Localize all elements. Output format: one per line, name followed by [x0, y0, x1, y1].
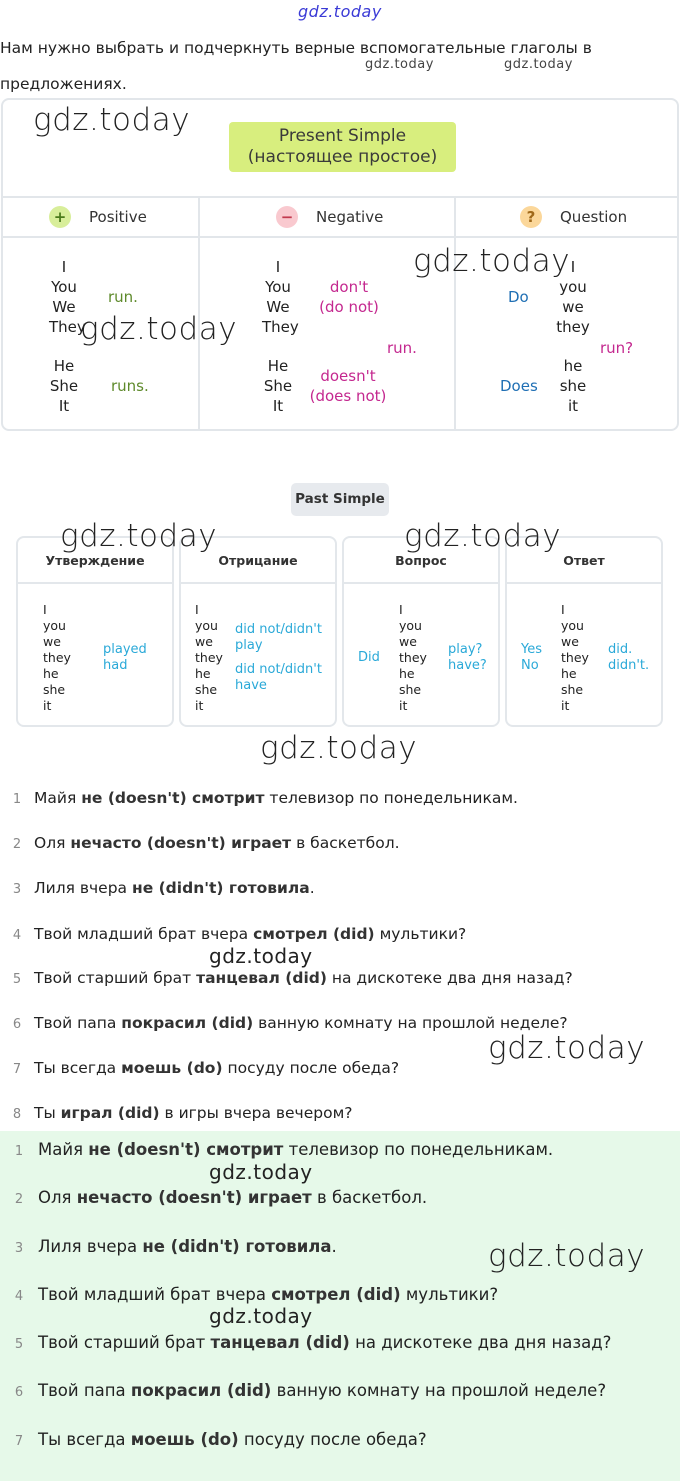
question-label: Question [560, 208, 628, 226]
answer-item: 5 Твой старший брат танцевал (did) на дискотеке два дня назад? [14, 1333, 612, 1352]
positive-pronouns-b: He She It [49, 357, 79, 415]
question-icon: ? [520, 206, 542, 228]
past-card-question [342, 536, 500, 727]
title-line1: Present Simple [278, 126, 407, 146]
positive-label: Positive [89, 208, 147, 226]
positive-pronouns-a: I You We They [49, 258, 86, 336]
watermark-medium: gdz.today [209, 1304, 313, 1328]
card-verbs: play? have? [448, 642, 487, 673]
watermark-medium: gdz.today [209, 1160, 313, 1184]
table-header-row [3, 196, 677, 238]
card-header: Вопрос [344, 538, 498, 584]
present-simple-table [1, 98, 679, 431]
negative-pronouns-b: He She It [263, 357, 293, 415]
watermark-top: gdz.today [298, 2, 382, 21]
list-item: 6 Твой папа покрасил (did) ванную комнату на прошлой неделе? [12, 1014, 568, 1032]
negative-aux-b: doesn't (does not) [309, 367, 387, 405]
card-verbs-b: did not/didn't have [235, 662, 322, 693]
past-card-negative [179, 536, 337, 727]
list-item: 8 Ты играл (did) в игры вчера вечером? [12, 1104, 353, 1122]
watermark-large: gdz.today [80, 311, 238, 347]
question-pronouns-a: I you we they [556, 258, 590, 336]
past-simple-title: Past Simple [291, 483, 389, 516]
answer-item: 4 Твой младший брат вчера смотрел (did) мультики? [14, 1285, 499, 1304]
task-intro: Нам нужно выбрать и подчеркнуть верные вспомогательные глаголы в предложениях. [0, 39, 592, 93]
card-header: Отрицание [181, 538, 335, 584]
list-item: 1 Майя не (doesn't) смотрит телевизор по понедельникам. [12, 789, 518, 807]
watermark-small: gdz.today [365, 57, 434, 72]
list-item: 4 Твой младший брат вчера смотрел (did) мультики? [12, 925, 467, 943]
list-item: 5 Твой старший брат танцевал (did) на дискотеке два дня назад? [12, 969, 573, 987]
negative-verb: run. [387, 339, 417, 357]
header-question [520, 198, 627, 236]
question-aux-b: Does [500, 377, 538, 395]
answer-block [0, 1131, 680, 1481]
list-item: 3 Лиля вчера не (didn't) готовила. [12, 879, 315, 897]
past-card-affirmative [16, 536, 174, 727]
watermark-large: gdz.today [33, 102, 191, 138]
header-positive [49, 198, 147, 236]
answer-item: 7 Ты всегда моешь (do) посуду после обеда? [14, 1430, 427, 1449]
plus-icon: + [49, 206, 71, 228]
card-verbs: did. didn't. [608, 642, 650, 673]
watermark-small: gdz.today [504, 57, 573, 72]
question-pronouns-b: he she it [559, 357, 587, 415]
column-divider [454, 196, 456, 429]
positive-verb-a: run. [108, 288, 138, 306]
card-aux: Did [358, 650, 380, 665]
card-pronouns: I you we they he she it [195, 602, 223, 713]
past-card-answer [505, 536, 663, 727]
answer-item: 2 Оля нечасто (doesn't) играет в баскетбол. [14, 1188, 428, 1207]
card-pronouns: I you we they he she it [43, 602, 71, 713]
answer-item: 3 Лиля вчера не (didn't) готовила. [14, 1237, 337, 1256]
answer-item: 6 Твой папа покрасил (did) ванную комнату на прошлой неделе? [14, 1381, 607, 1400]
card-pronouns: I you we they he she it [399, 602, 427, 713]
watermark-large: gdz.today [413, 243, 571, 279]
minus-icon: − [276, 206, 298, 228]
card-verbs: played had [103, 642, 147, 673]
card-verbs-a: did not/didn't play [235, 622, 322, 653]
card-header: Ответ [507, 538, 661, 584]
negative-label: Negative [316, 208, 384, 226]
watermark-large: gdz.today [404, 518, 562, 554]
list-item: 7 Ты всегда моешь (do) посуду после обеда? [12, 1059, 400, 1077]
header-negative [276, 198, 383, 236]
watermark-medium: gdz.today [209, 944, 313, 968]
card-pronouns: I you we they he she it [561, 602, 589, 713]
watermark-large: gdz.today [488, 1030, 646, 1066]
card-header: Утверждение [18, 538, 172, 584]
answer-item: 1 Майя не (doesn't) смотрит телевизор по понедельникам. [14, 1140, 554, 1159]
present-simple-title [229, 122, 456, 172]
watermark-large: gdz.today [488, 1238, 646, 1274]
question-verb: run? [600, 339, 634, 357]
watermark-large: gdz.today [60, 518, 218, 554]
negative-aux-a: don't (do not) [319, 278, 379, 316]
watermark-large: gdz.today [260, 730, 418, 766]
question-aux-a: Do [508, 288, 529, 306]
positive-verb-b: runs. [111, 377, 149, 395]
negative-pronouns-a: I You We They [262, 258, 299, 336]
card-yes-no: Yes No [521, 642, 542, 673]
title-line2: (настоящее простое) [247, 147, 438, 167]
list-item: 2 Оля нечасто (doesn't) играет в баскетбол. [12, 834, 400, 852]
